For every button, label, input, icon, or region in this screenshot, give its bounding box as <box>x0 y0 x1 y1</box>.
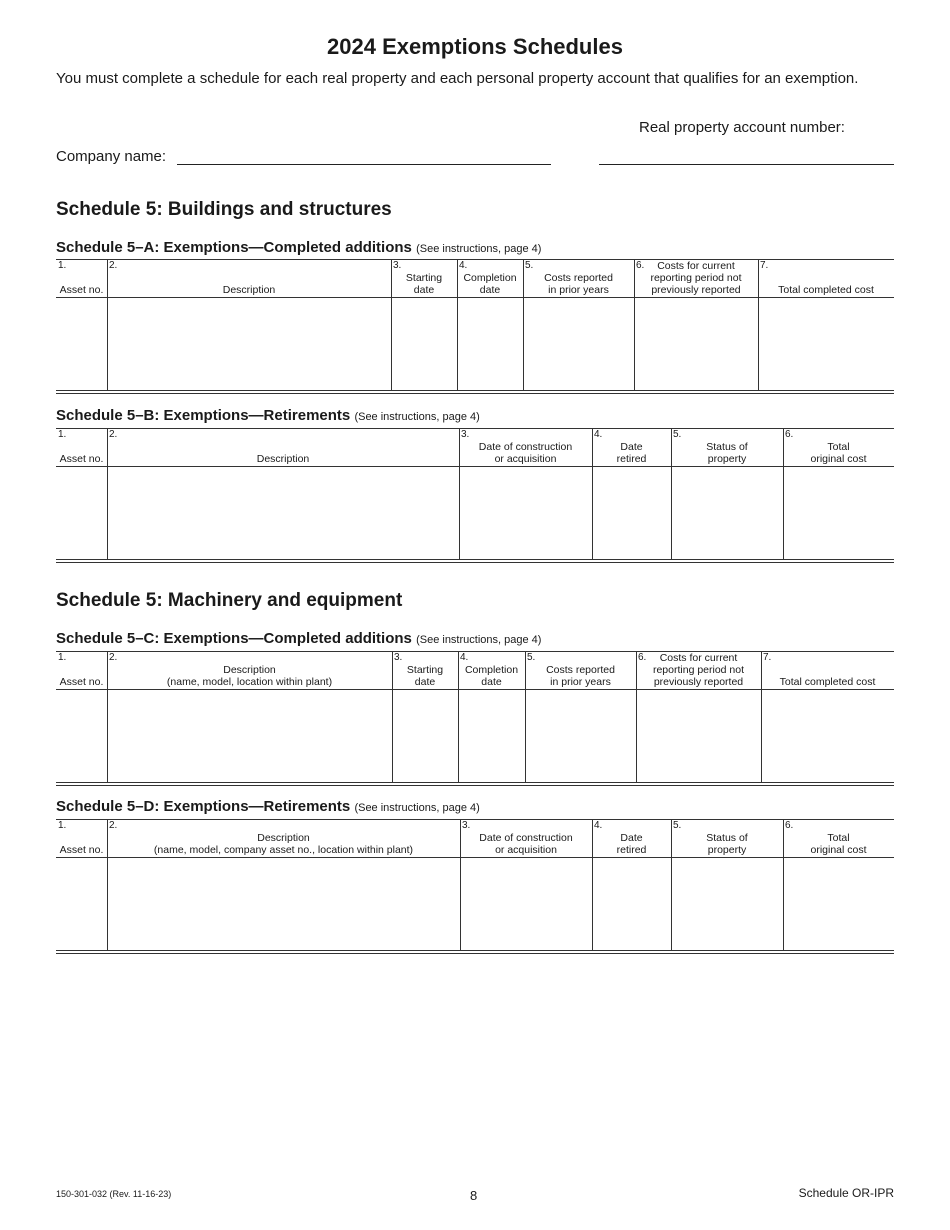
column-number: 4. <box>460 652 469 663</box>
column-number: 3. <box>461 429 470 440</box>
column-header-label: Date of construction or acquisition <box>478 441 573 465</box>
real-property-account-field[interactable] <box>599 164 894 165</box>
schedule-5b-heading <box>56 407 480 424</box>
column-header-label: Starting date <box>406 664 444 688</box>
column-number: 1. <box>58 429 67 440</box>
schedule-5c-heading <box>56 630 541 647</box>
column-number: 1. <box>58 260 67 271</box>
schedule-5d-title: Schedule 5–D: Exemptions—Retirements <box>56 798 351 815</box>
column-number: 6. <box>785 429 794 440</box>
entry-cell[interactable] <box>56 859 107 949</box>
schedule-5d-note: (See instructions, page 4) <box>354 802 480 814</box>
schedule-5c-note: (See instructions, page 4) <box>416 634 542 646</box>
column-header-label: Total original cost <box>810 832 867 856</box>
entry-cell[interactable] <box>758 299 894 389</box>
entry-cell[interactable] <box>783 859 894 949</box>
schedule-5a-note: (See instructions, page 4) <box>416 243 542 255</box>
column-number: 3. <box>394 652 403 663</box>
column-header-label: Total completed cost <box>779 676 876 688</box>
column-number: 5. <box>673 820 682 831</box>
real-property-account-label: Real property account number: <box>639 119 845 136</box>
entry-cell[interactable] <box>671 859 783 949</box>
column-number: 7. <box>763 652 772 663</box>
schedule-5b-table <box>56 428 894 465</box>
column-header-label: Total original cost <box>810 441 867 465</box>
entry-cell[interactable] <box>107 468 459 558</box>
intro-text: You must complete a schedule for each real property and each personal property account that qualifies for an exemption. <box>56 70 859 87</box>
company-name-label: Company name: <box>56 148 167 165</box>
section-machinery-title: Schedule 5: Machinery and equipment <box>56 590 403 611</box>
entry-cell[interactable] <box>592 468 671 558</box>
entry-cell[interactable] <box>636 691 761 781</box>
column-header-label: Asset no. <box>59 453 104 465</box>
schedule-5a-table <box>56 259 894 296</box>
schedule-5b-title: Schedule 5–B: Exemptions—Retirements <box>56 407 351 424</box>
column-number: 7. <box>760 260 769 271</box>
column-header-label: Costs reported in prior years <box>546 664 615 688</box>
column-header-label: Date retired <box>616 832 647 856</box>
entry-cell[interactable] <box>671 468 783 558</box>
entry-cell[interactable] <box>392 691 458 781</box>
table-bottom-rule <box>56 559 894 563</box>
column-number: 3. <box>393 260 402 271</box>
schedule-5d-heading <box>56 798 480 815</box>
column-number: 6. <box>636 260 645 271</box>
column-number: 5. <box>527 652 536 663</box>
column-header-label: Description <box>256 453 310 465</box>
column-header-label: Description <box>222 284 276 296</box>
column-header-label: Status of property <box>706 832 748 856</box>
entry-cell[interactable] <box>634 299 758 389</box>
column-header-label: Description (name, model, location within plant) <box>166 664 333 688</box>
schedule-name: Schedule OR-IPR <box>798 1186 894 1200</box>
entry-cell[interactable] <box>592 859 671 949</box>
schedule-5a-title: Schedule 5–A: Exemptions—Completed additions <box>56 239 412 256</box>
schedule-5c-table <box>56 651 894 688</box>
company-name-field[interactable] <box>177 164 551 165</box>
entry-cell[interactable] <box>460 859 592 949</box>
table-bottom-rule <box>56 390 894 394</box>
column-number: 2. <box>109 429 118 440</box>
column-number: 3. <box>462 820 471 831</box>
column-number: 2. <box>109 820 118 831</box>
entry-cell[interactable] <box>761 691 894 781</box>
column-number: 6. <box>785 820 794 831</box>
page-title: 2024 Exemptions Schedules <box>327 34 623 59</box>
column-header-label: Completion date <box>463 272 517 296</box>
column-header-label: Total completed cost <box>778 284 874 296</box>
column-header-label: Costs for current reporting period not previously reported <box>650 260 742 296</box>
column-number: 2. <box>109 260 118 271</box>
schedule-5d-table <box>56 819 894 856</box>
column-header-label: Starting date <box>405 272 443 296</box>
column-number: 6. <box>638 652 647 663</box>
schedule-5a-heading <box>56 239 541 256</box>
column-number: 4. <box>594 429 603 440</box>
table-bottom-rule <box>56 782 894 786</box>
entry-cell[interactable] <box>459 468 592 558</box>
column-number: 5. <box>673 429 682 440</box>
column-header-label: Completion date <box>464 664 519 688</box>
column-header-label: Date of construction or acquisition <box>479 832 573 856</box>
column-number: 4. <box>594 820 603 831</box>
column-header-label: Description (name, model, company asset no., location within plant) <box>153 832 414 856</box>
table-bottom-rule <box>56 950 894 954</box>
entry-cell[interactable] <box>107 299 391 389</box>
page-number: 8 <box>470 1188 478 1203</box>
column-header-label: Date retired <box>616 441 647 465</box>
column-header-label: Status of property <box>706 441 748 465</box>
entry-cell[interactable] <box>56 468 107 558</box>
schedule-5b-note: (See instructions, page 4) <box>354 411 480 423</box>
entry-cell[interactable] <box>458 691 525 781</box>
column-number: 1. <box>58 652 67 663</box>
entry-cell[interactable] <box>457 299 523 389</box>
entry-cell[interactable] <box>783 468 894 558</box>
column-header-label: Asset no. <box>59 284 104 296</box>
entry-cell[interactable] <box>391 299 457 389</box>
column-header-label: Costs reported in prior years <box>544 272 613 296</box>
entry-cell[interactable] <box>525 691 636 781</box>
column-number: 4. <box>459 260 468 271</box>
entry-cell[interactable] <box>56 691 107 781</box>
entry-cell[interactable] <box>107 691 392 781</box>
column-number: 2. <box>109 652 118 663</box>
entry-cell[interactable] <box>107 859 460 949</box>
schedule-5c-title: Schedule 5–C: Exemptions—Completed additions <box>56 630 412 647</box>
entry-cell[interactable] <box>523 299 634 389</box>
entry-cell[interactable] <box>56 299 107 389</box>
section-buildings-title: Schedule 5: Buildings and structures <box>56 199 392 220</box>
column-header-label: Costs for current reporting period not previously reported <box>652 652 745 688</box>
column-header-label: Asset no. <box>59 676 104 688</box>
column-number: 5. <box>525 260 534 271</box>
form-id: 150-301-032 (Rev. 11-16-23) <box>56 1189 172 1199</box>
column-header-label: Asset no. <box>59 844 104 856</box>
column-number: 1. <box>58 820 67 831</box>
